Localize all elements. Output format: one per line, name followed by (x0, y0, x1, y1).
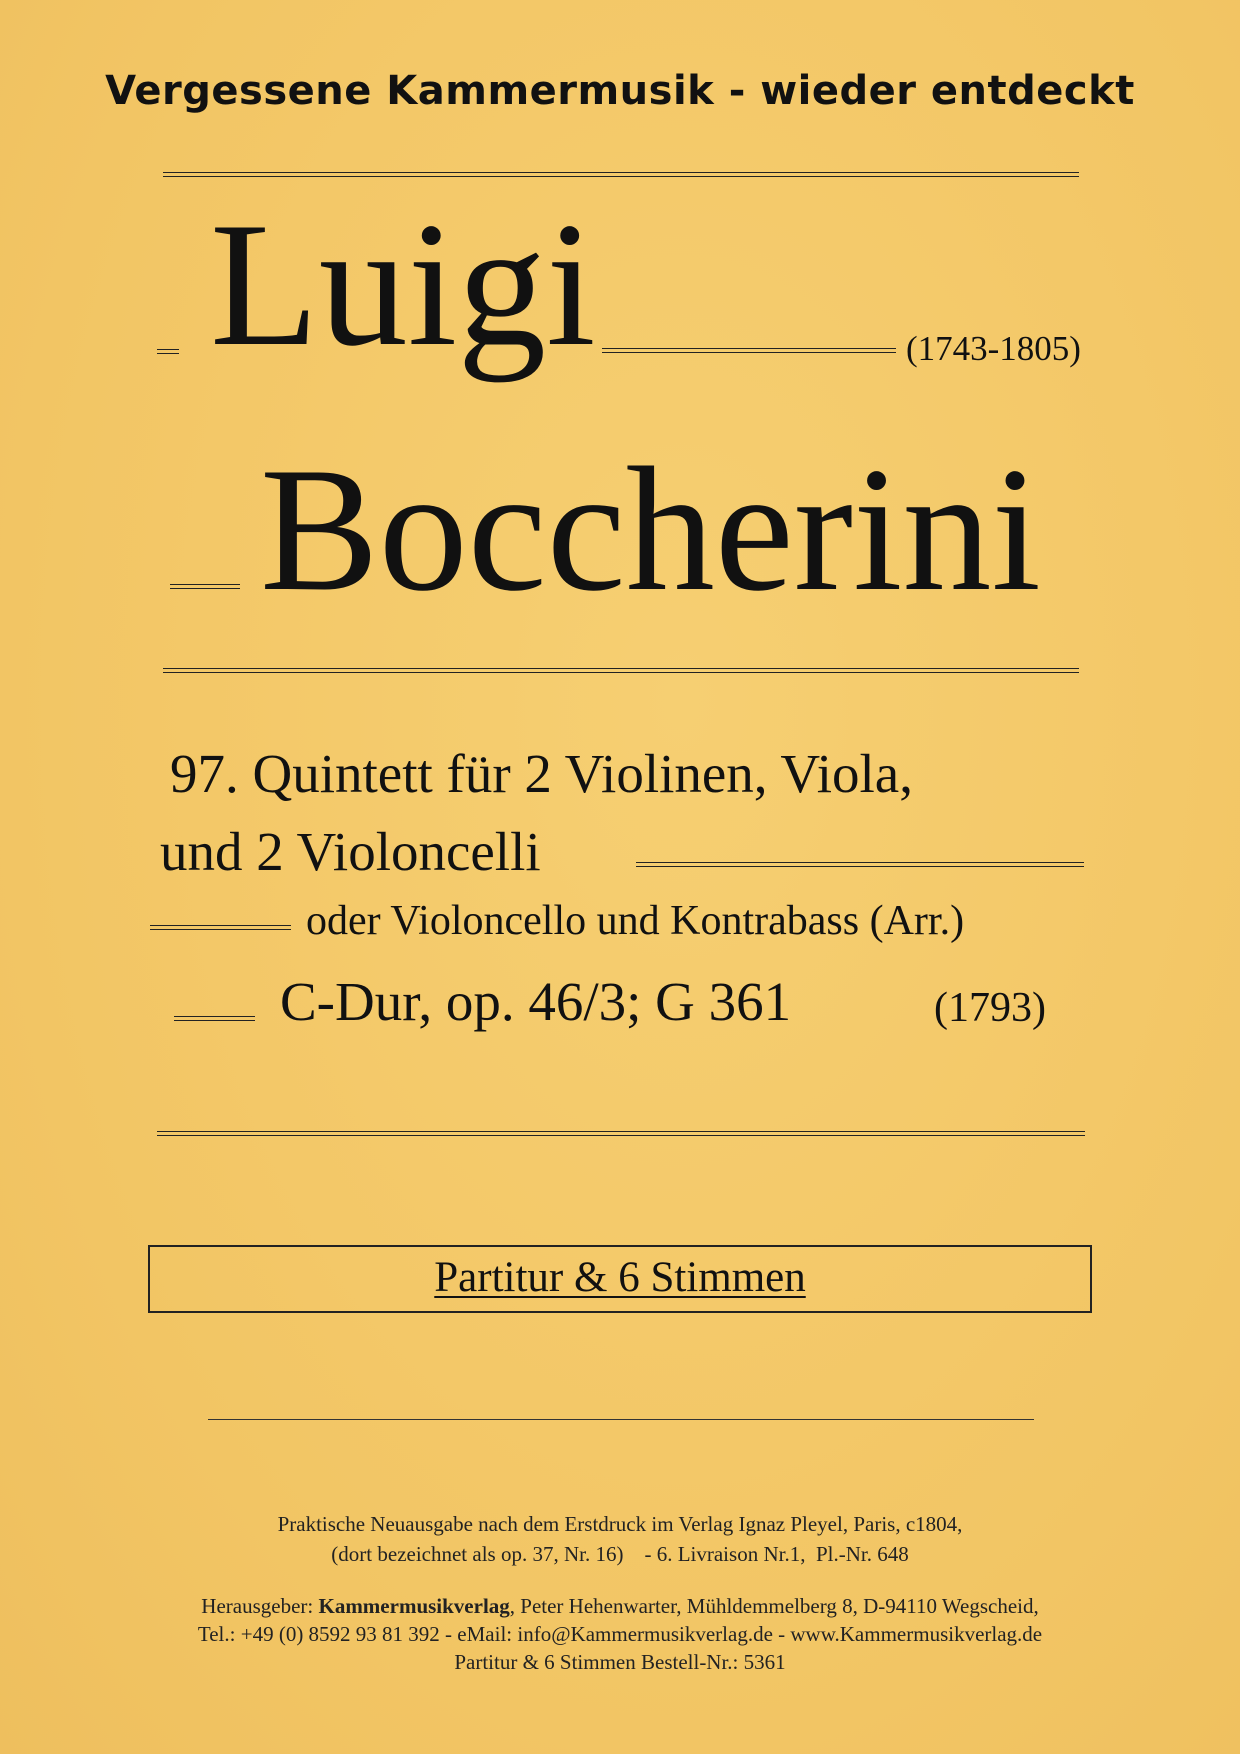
edition-label: Partitur & 6 Stimmen (434, 1254, 806, 1301)
divider-top (163, 172, 1079, 177)
source-line2: (dort bezeichnet als op. 37, Nr. 16) - 6. Livraison Nr.1, Pl.-Nr. 648 (331, 1542, 909, 1566)
divider-lower (157, 1131, 1085, 1136)
divider-middle (163, 668, 1079, 673)
divider-boccherini-left (170, 584, 240, 589)
divider-luigi-right (602, 348, 896, 353)
work-year: (1793) (934, 985, 1046, 1031)
composer-first-name: Luigi (210, 185, 596, 383)
publisher-line (0, 1594, 1240, 1619)
work-title-line3: oder Violoncello und Kontrabass (Arr.) (306, 898, 965, 944)
publisher-prefix: Herausgeber: (201, 1594, 319, 1618)
divider-title-right (636, 862, 1084, 867)
source-line1: Praktische Neuausgabe nach dem Erstdruck im Verlag Ignaz Pleyel, Paris, c1804, (277, 1512, 963, 1536)
work-title-line1: 97. Quintett für 2 Violinen, Viola, (170, 743, 913, 804)
divider-arr-left (150, 925, 291, 930)
divider-luigi-left (157, 349, 179, 354)
footer-rule (208, 1419, 1034, 1420)
edition-box (148, 1245, 1092, 1313)
contact-line: Tel.: +49 (0) 8592 93 81 392 - eMail: info@Kammermusikverlag.de - www.Kammermusikverlag.de (197, 1622, 1043, 1646)
publisher-name: Kammermusikverlag (318, 1594, 510, 1618)
divider-key-left (174, 1016, 255, 1021)
order-line: Partitur & 6 Stimmen Bestell-Nr.: 5361 (454, 1650, 786, 1674)
series-title: Vergessene Kammermusik - wieder entdeckt (105, 68, 1135, 114)
composer-last-name: Boccherini (260, 430, 1041, 628)
work-title-line2: und 2 Violoncelli (160, 821, 541, 882)
composer-dates: (1743-1805) (906, 329, 1081, 368)
work-key-opus: C-Dur, op. 46/3; G 361 (280, 971, 792, 1032)
publisher-address: , Peter Hehenwarter, Mühldemmelberg 8, D-94110 Wegscheid, (509, 1594, 1039, 1618)
